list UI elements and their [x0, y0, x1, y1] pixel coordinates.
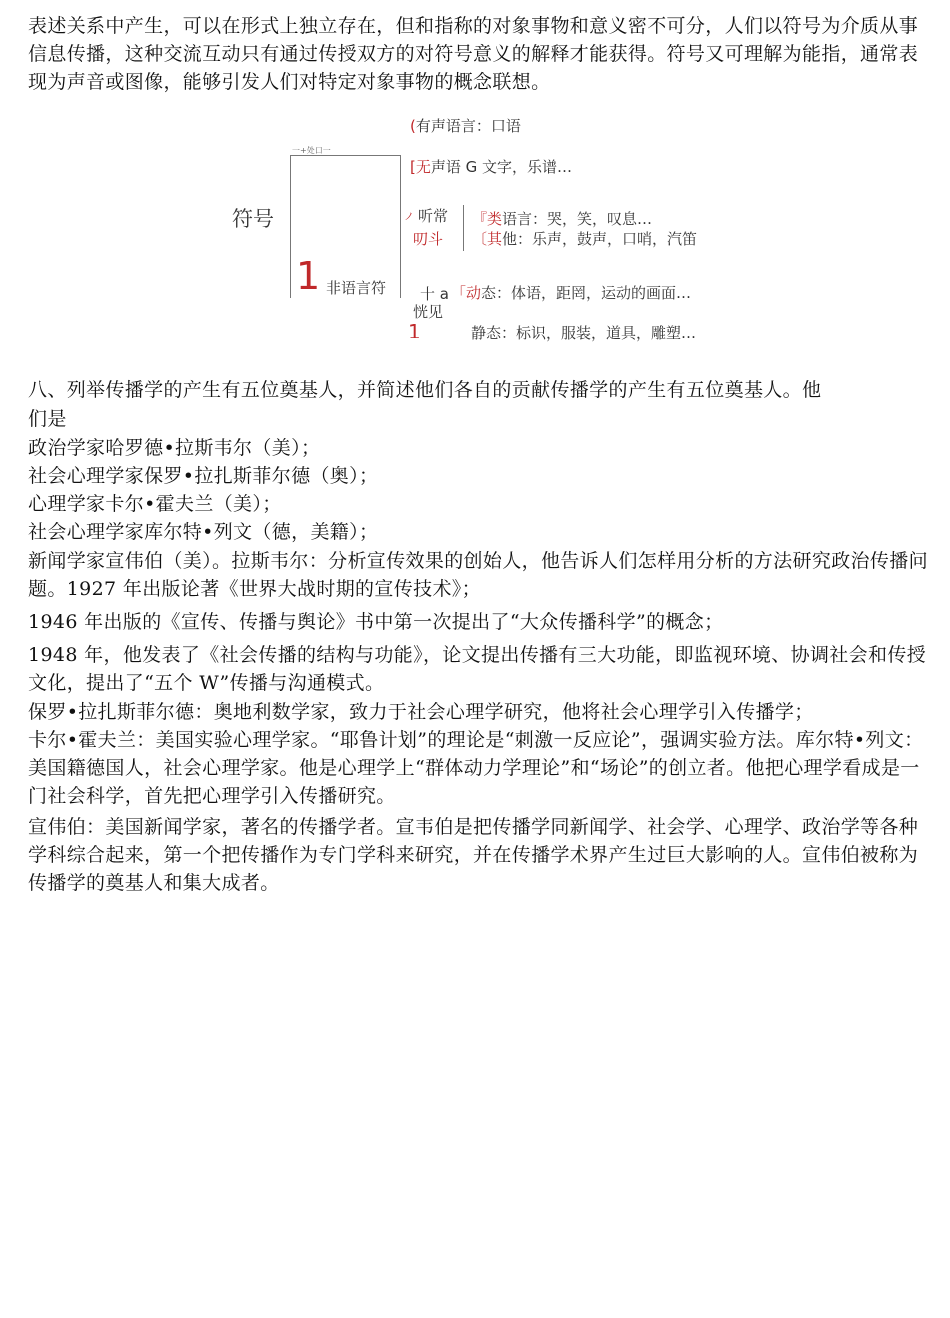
paragraph-1948: 1948 年，他发表了《社会传播的结构与功能》，论文提出传播有三大功能，即监视环境、协调社会和传授文化，提出了“五个 W”传播与沟通模式。: [28, 644, 927, 694]
paragraph-1946: 1946 年出版的《宣传、传播与舆论》书中第一次提出了“大众传播科学”的概念；: [28, 611, 724, 633]
hovland-lewin-paragraph: 卡尔•霍夫兰：美国实验心理学家。“耶鲁计划”的理论是“刺激一反应论”，强调实验方法。库尔特•列文：美国籍德国人，社会心理学家。他是心理学上“群体动力学理论”和“场论”的创立者。他把心理学看成是一门社会科学，首先把心理学引入传播研究。: [28, 729, 924, 807]
intro-paragraph: 表述关系中产生，可以在形式上独立存在，但和指称的对象事物和意义密不可分，人们以符号为介质从事信息传播，这种交流互动只有通过传授双方的对符号意义的解释才能获得。符号又可理解为能指，通常表现为声音或图像，能够引发人们对特定对象事物的概念联想。: [28, 15, 919, 93]
diagram-cross-a: 十 a: [420, 285, 449, 303]
diagram-nonverbal-label: 非语言符: [326, 279, 387, 297]
diagram-mark-one: 1: [408, 322, 421, 338]
diagram-root-label: 符号: [232, 207, 274, 231]
diagram-class-bracket: [463, 205, 464, 251]
founder-item: 社会心理学家保罗•拉扎斯菲尔德（奥）；: [28, 465, 379, 487]
founder-item: 政治学家哈罗德•拉斯韦尔（美）；: [28, 437, 321, 459]
diagram-spoken-row: [410, 115, 521, 136]
lazarsfeld-paragraph: 保罗•拉扎斯菲尔德：奥地利数学家，致力于社会心理学研究，他将社会心理学引入传播学；: [28, 701, 814, 723]
diagram-main-bracket: [290, 155, 291, 298]
lasswell-paragraph: 新闻学家宣伟伯（美）。拉斯韦尔：分析宣传效果的创始人，他告诉人们怎样用分析的方法研究政治传播问题。1927 年出版论著《世界大战时期的宣传技术》；: [28, 550, 928, 600]
section-title-line-1: 八、列举传播学的产生有五位奠基人，并简述他们各自的贡献传播学的产生有五位奠基人。他: [28, 379, 822, 401]
diagram-tick-mark: ノ: [404, 212, 414, 223]
diagram-top-line: [290, 155, 400, 156]
diagram-visual-label: 恍见: [413, 303, 444, 321]
founder-item: 心理学家卡尔•霍夫兰（美）；: [28, 493, 282, 515]
diagram-listen-label-1: 听常: [418, 207, 449, 225]
diagram-other-row: [472, 228, 697, 249]
diagram-written-row: [410, 156, 572, 177]
diagram-class-prefix: 『类: [472, 210, 503, 228]
diagram-class-row: [472, 208, 652, 229]
diagram-dynamic-row: [451, 282, 691, 303]
diagram-static-row: 静态：标识，服装，道具，雕塑…: [471, 324, 697, 342]
diagram-other-text: 他：乐声，鼓声，口哨，汽笛: [502, 230, 698, 248]
diagram-inner-bracket: [400, 155, 401, 298]
diagram-top-tiny-label: 一+处口一: [292, 146, 331, 155]
diagram-big-one: 1: [296, 254, 321, 298]
diagram-spoken-text: 有声语言：口语: [415, 117, 521, 135]
diagram-other-prefix: 〔其: [472, 230, 503, 248]
diagram-listen-label-2: 叨斗: [413, 230, 444, 248]
founder-item: 社会心理学家库尔特•列文（德，美籍）；: [28, 521, 379, 543]
diagram-class-text: 语言：哭，笑，叹息…: [502, 210, 653, 228]
schramm-paragraph: 宣伟伯：美国新闻学家，著名的传播学者。宣韦伯是把传播学同新闻学、社会学、心理学、政治学等各种学科综合起来，第一个把传播作为专门学科来研究，并在传播学术界产生过巨大影响的人。宣伟伯被称为传播学的奠基人和集大成者。: [28, 816, 919, 894]
diagram-written-prefix: [无: [410, 158, 431, 176]
section-title-line-2: 们是: [28, 408, 67, 430]
diagram-written-text: 声语 G 文字，乐谱…: [430, 158, 573, 176]
diagram-dynamic-prefix: 「动: [451, 284, 482, 302]
diagram-dynamic-text: 态：体语，距罔，运动的画面…: [481, 284, 692, 302]
diagram-spoken-prefix: (: [410, 117, 416, 135]
symbol-classification-diagram: [0, 0, 950, 360]
